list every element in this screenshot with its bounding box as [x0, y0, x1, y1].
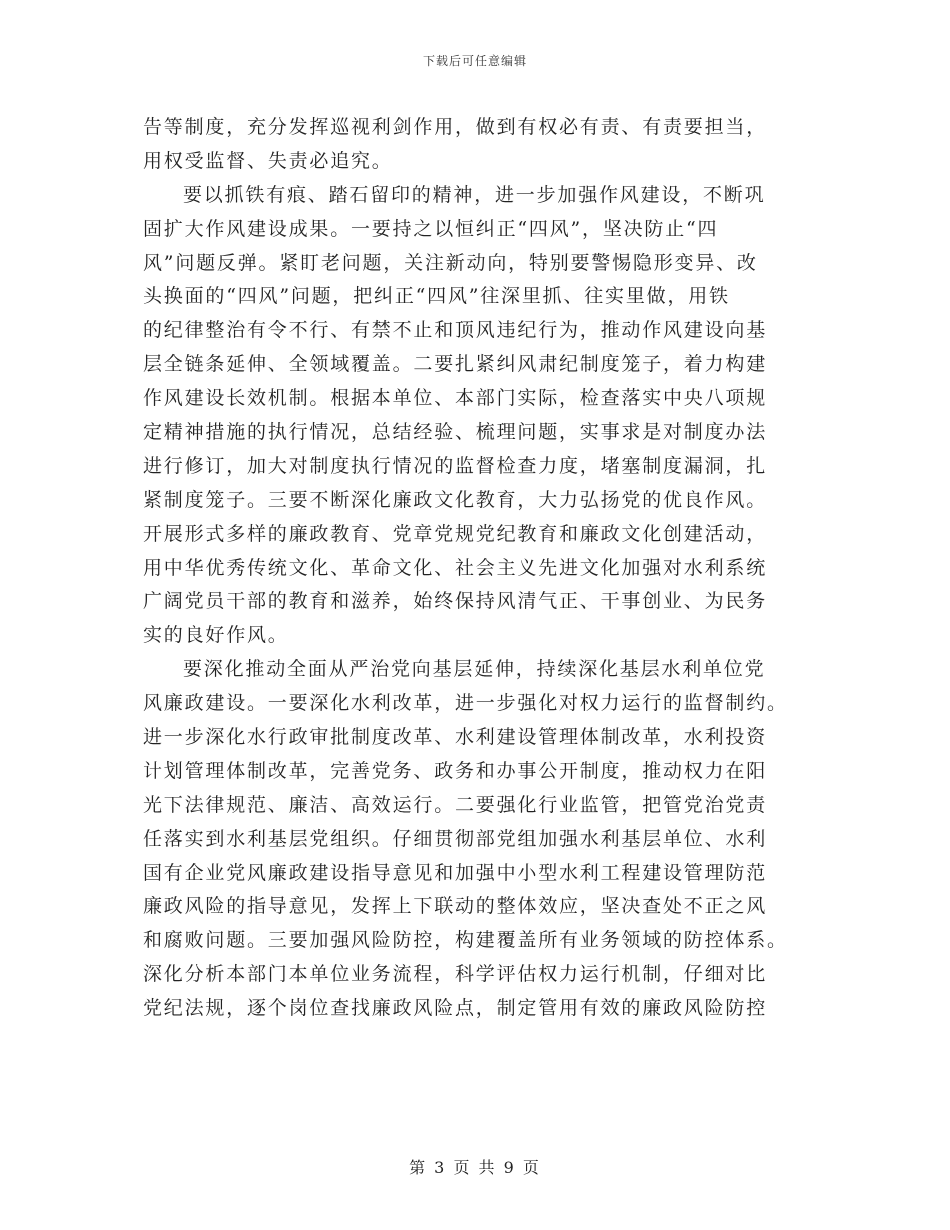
text-line: 党纪法规，逐个岗位查找廉政风险点，制定管用有效的廉政风险防控 [143, 997, 768, 1020]
text-line: 进一步深化水行政审批制度改革、水利建设管理体制改革，水利投资 [143, 726, 768, 749]
text-line: 定精神措施的执行情况，总结经验、梳理问题，实事求是对制度办法 [143, 421, 768, 444]
text-line: 开展形式多样的廉政教育、党章党规党纪教育和廉政文化创建活动， [143, 522, 768, 545]
text-line: 和腐败问题。三要加强风险防控，构建覆盖所有业务领域的防控体系。 [143, 929, 788, 952]
text-line: 告等制度，充分发挥巡视利剑作用，做到有权必有责、有责要担当， [143, 116, 768, 138]
text-line: 廉政风险的指导意见，发挥上下联动的整体效应，坚决查处不正之风 [143, 895, 768, 918]
text-line: 任落实到水利基层党组织。仔细贯彻部党组加强水利基层单位、水利 [143, 827, 768, 850]
text-line: 用权受监督、失责必追究。 [143, 149, 393, 172]
page-header: 下载后可任意编辑 [422, 54, 527, 68]
text-line: 实的良好作风。 [143, 624, 289, 647]
text-line: 头换面的“四风”问题，把纠正“四风”往深里抓、往实里做，用铁 [143, 285, 730, 308]
text-line: 用中华优秀传统文化、革命文化、社会主义先进文化加强对水利系统 [143, 556, 768, 579]
text-line: 风廉政建设。一要深化水利改革，进一步强化对权力运行的监督制约。 [143, 692, 788, 715]
text-line: 固扩大作风建设成果。一要持之以恒纠正“四风”，坚决防止“四 [143, 217, 719, 240]
document-body [143, 111, 813, 1026]
text-line: 深化分析本部门本单位业务流程，科学评估权力运行机制，仔细对比 [143, 963, 768, 986]
text-line: 作风建设长效机制。根据本单位、本部门实际，检查落实中央八项规 [143, 387, 768, 410]
text-line: 国有企业党风廉政建设指导意见和加强中小型水利工程建设管理防范 [143, 861, 768, 884]
page-number: 第 3 页 共 9 页 [409, 1158, 541, 1177]
text-line: 紧制度笼子。三要不断深化廉政文化教育，大力弘扬党的优良作风。 [143, 488, 768, 511]
text-line: 的纪律整治有令不行、有禁不止和顶风违纪行为，推动作风建设向基 [143, 319, 768, 342]
text-line: 计划管理体制改革，完善党务、政务和办事公开制度，推动权力在阳 [143, 759, 768, 782]
text-line: 进行修订，加大对制度执行情况的监督检查力度，堵塞制度漏洞，扎 [143, 454, 768, 477]
text-line: 风”问题反弹。紧盯老问题，关注新动向，特别要警惕隐形变异、改 [143, 251, 758, 274]
text-line: 广阔党员干部的教育和滋养，始终保持风清气正、干事创业、为民务 [143, 590, 768, 613]
paragraph-start-line: 要以抓铁有痕、踏石留印的精神，进一步加强作风建设，不断巩 [183, 183, 766, 206]
text-line: 层全链条延伸、全领域覆盖。二要扎紧纠风肃纪制度笼子，着力构建 [143, 353, 768, 376]
text-line: 光下法律规范、廉洁、高效运行。二要强化行业监管，把管党治党责 [143, 793, 768, 816]
paragraph-start-line: 要深化推动全面从严治党向基层延伸，持续深化基层水利单位党 [183, 658, 766, 681]
